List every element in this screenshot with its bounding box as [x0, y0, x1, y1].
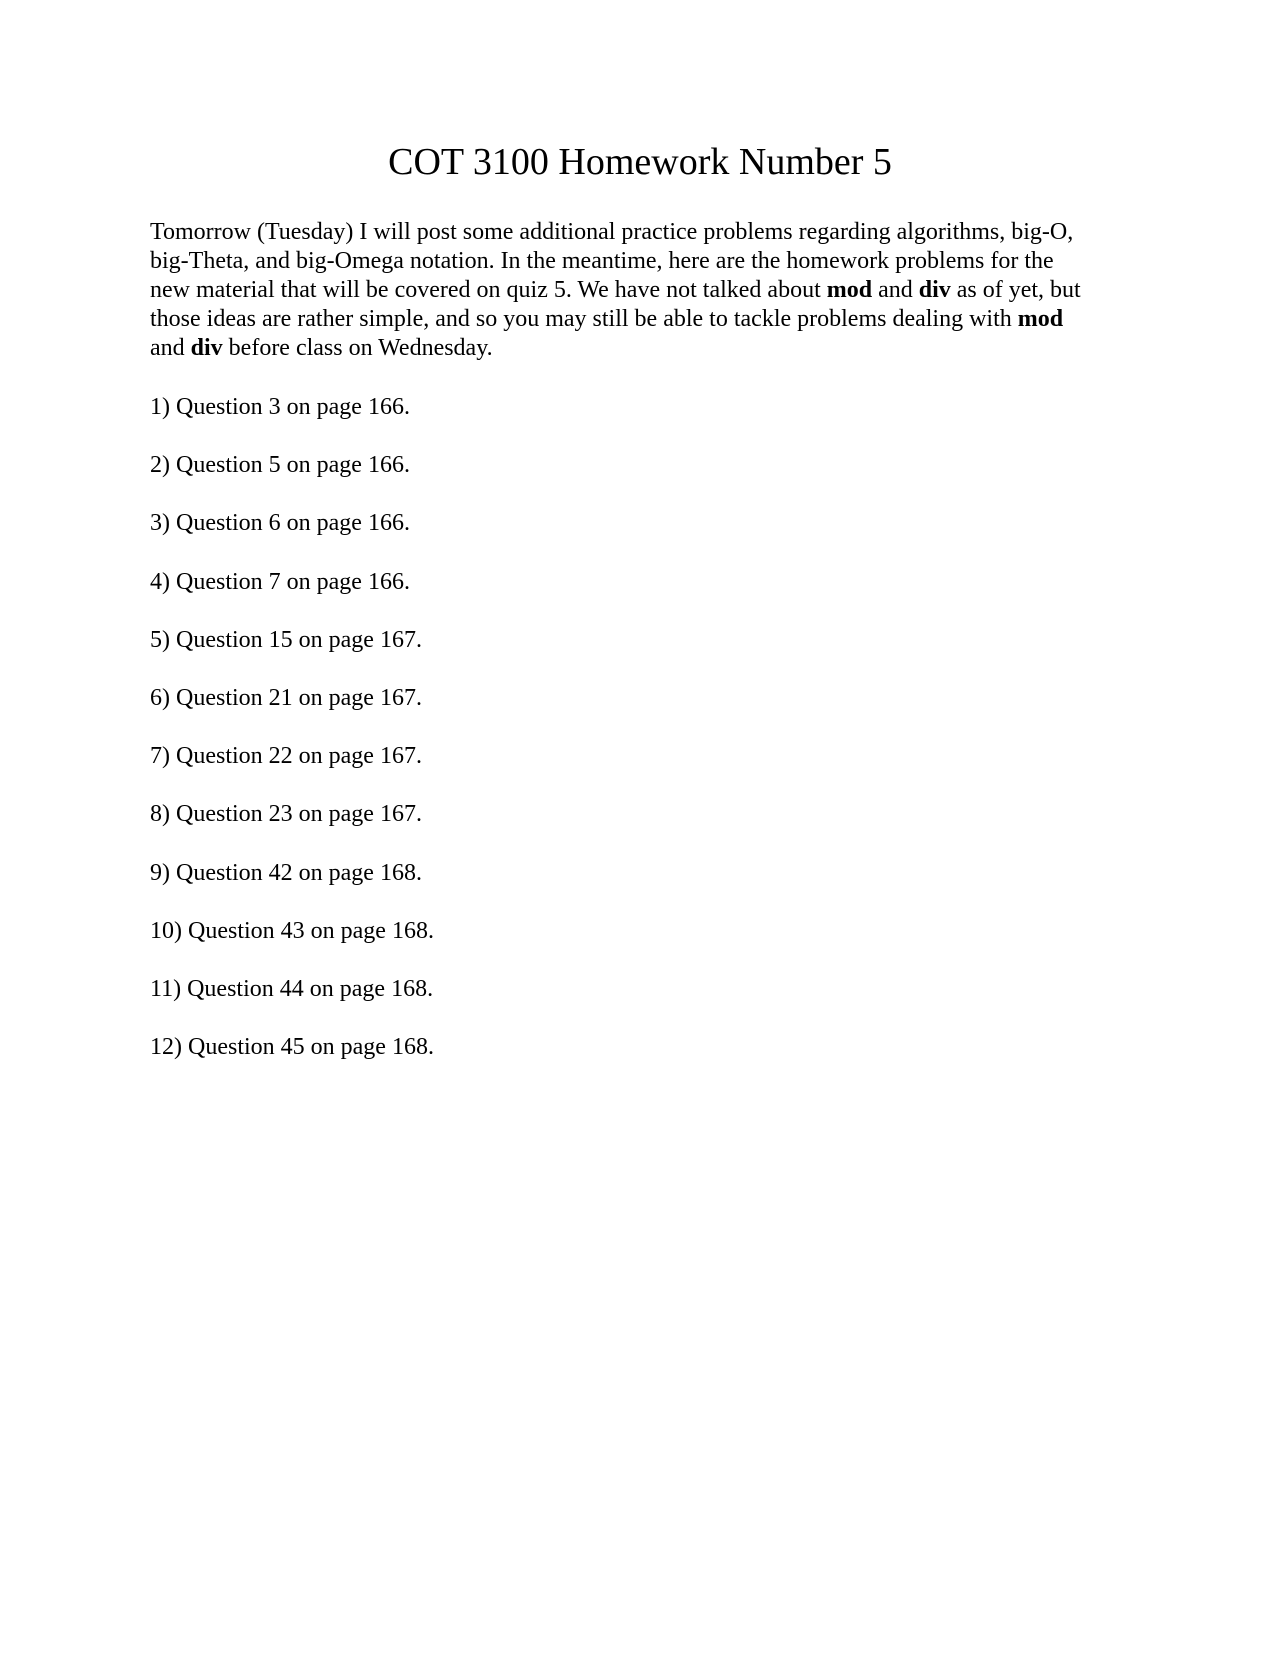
question-item: 12) Question 45 on page 168. [150, 1034, 434, 1061]
question-list [150, 393, 434, 1091]
question-item: 5) Question 15 on page 167. [150, 626, 422, 653]
mod-keyword: mod [826, 277, 873, 303]
question-item: 10) Question 43 on page 168. [150, 917, 434, 944]
question-item: 7) Question 22 on page 167. [150, 743, 422, 770]
question-item: 1) Question 3 on page 166. [150, 394, 410, 420]
question-item: 11) Question 44 on page 168. [150, 975, 434, 1002]
intro-text: new material that will be covered on quiz 5. We have not talked about [150, 277, 827, 303]
intro-text: before class on Wednesday. [222, 335, 493, 361]
question-item: 9) Question 42 on page 168. [150, 859, 422, 886]
intro-line-3 [150, 276, 1130, 305]
intro-paragraph [150, 218, 1130, 363]
intro-line-1: Tomorrow (Tuesday) I will post some additional practice problems regarding algorithms, big-O, [150, 219, 1074, 245]
intro-text: as of yet, but [950, 277, 1081, 303]
intro-text: and [150, 335, 191, 361]
question-item: 4) Question 7 on page 166. [150, 568, 410, 595]
document-title: COT 3100 Homework Number 5 [388, 141, 892, 183]
intro-text: those ideas are rather simple, and so you may still be able to tackle problems dealing with [150, 306, 1018, 332]
mod-keyword: mod [1017, 306, 1064, 332]
div-keyword: div [190, 335, 223, 361]
intro-text: and [872, 277, 919, 303]
question-item: 2) Question 5 on page 166. [150, 452, 410, 479]
intro-line-4 [150, 305, 1130, 334]
intro-line-2: big-Theta, and big-Omega notation. In the meantime, here are the homework problems for the [150, 248, 1054, 274]
question-item: 6) Question 21 on page 167. [150, 684, 422, 711]
question-item: 8) Question 23 on page 167. [150, 801, 422, 828]
question-item: 3) Question 6 on page 166. [150, 510, 410, 537]
intro-line-5 [150, 334, 1130, 363]
div-keyword: div [918, 277, 951, 303]
